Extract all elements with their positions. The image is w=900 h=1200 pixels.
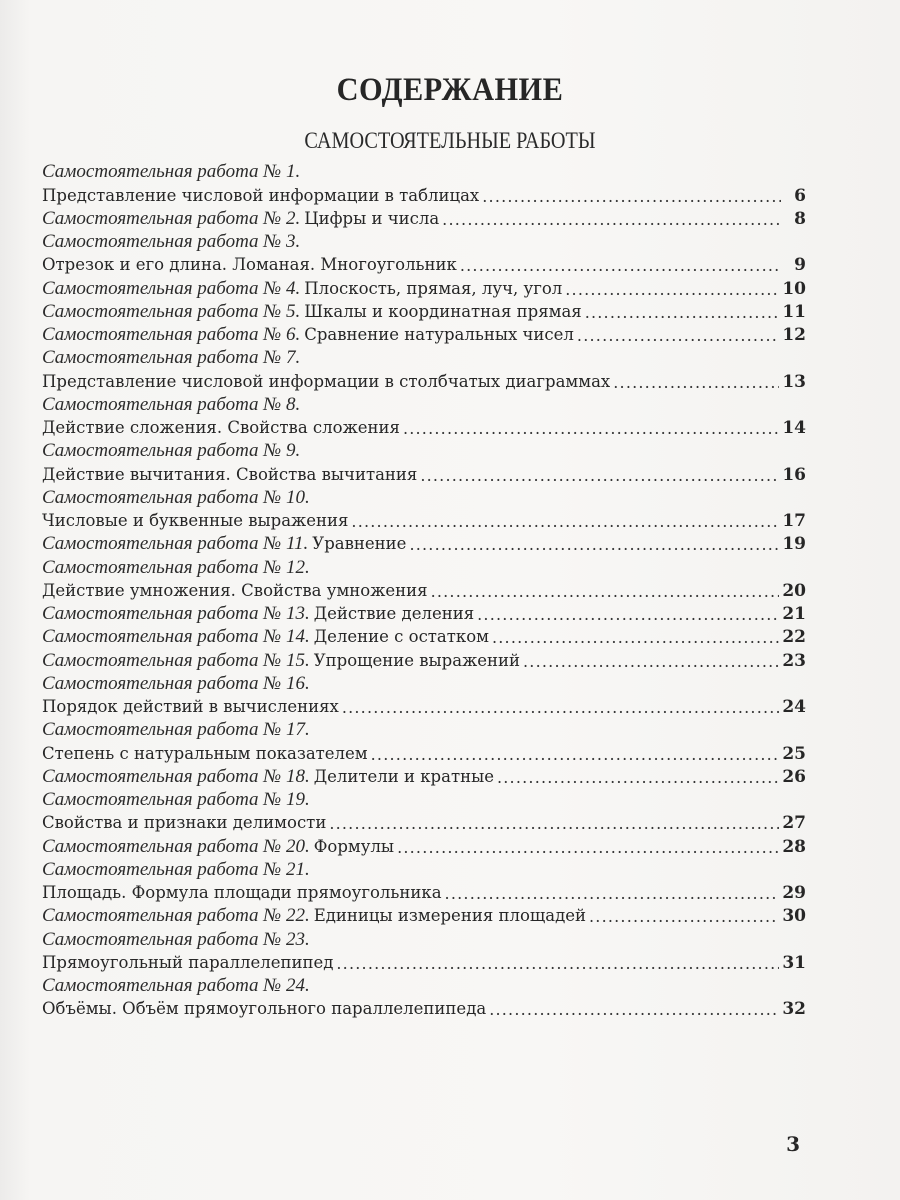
page-ref: 28 <box>782 836 806 857</box>
toc-entry <box>42 881 806 904</box>
work-label: Самостоятельная работа № 19. <box>42 789 310 810</box>
toc-entry <box>42 369 806 392</box>
page-ref: 23 <box>782 650 806 671</box>
dot-leader <box>336 954 779 974</box>
topic-title: Свойства и признаки делимости <box>42 813 327 833</box>
toc-entry <box>42 439 806 462</box>
page-ref: 11 <box>782 301 806 322</box>
toc-entry <box>42 858 806 881</box>
dot-leader <box>371 745 780 765</box>
toc-entry <box>42 718 806 741</box>
page-ref: 24 <box>782 697 806 717</box>
page-ref: 31 <box>782 952 806 973</box>
page-ref: 30 <box>782 906 806 927</box>
toc-entry <box>42 974 806 997</box>
page-ref: 17 <box>782 511 806 531</box>
topic-title: Представление числовой информации в столбчатых диаграммах <box>42 371 611 391</box>
dot-leader <box>482 187 781 207</box>
page-ref: 12 <box>782 325 806 345</box>
topic-title: Порядок действий в вычислениях <box>42 697 339 716</box>
dot-leader <box>403 419 779 439</box>
work-label: Самостоятельная работа № 13. <box>42 603 310 624</box>
work-label: Самостоятельная работа № 3. <box>42 231 301 252</box>
dot-leader <box>477 605 779 625</box>
page-ref: 19 <box>782 534 806 555</box>
work-label: Самостоятельная работа № 5. <box>42 300 301 322</box>
topic-title: Формулы <box>313 836 395 856</box>
page-ref: 9 <box>794 255 806 276</box>
topic-title: Степень с натуральным показателем <box>42 743 368 763</box>
dot-leader <box>442 210 781 230</box>
toc-entry <box>42 300 806 323</box>
toc-entry <box>42 486 806 509</box>
page-ref: 14 <box>782 418 806 438</box>
toc-entry <box>42 765 806 788</box>
page-ref: 26 <box>782 766 806 787</box>
page-ref: 32 <box>782 999 806 1020</box>
toc-entry <box>42 741 806 764</box>
work-label: Самостоятельная работа № 16. <box>42 672 310 694</box>
toc-entry <box>42 625 806 648</box>
dot-leader <box>589 907 779 927</box>
toc-entry <box>42 927 806 950</box>
work-label: Самостоятельная работа № 23. <box>42 928 310 950</box>
work-label: Самостоятельная работа № 17. <box>42 719 310 741</box>
toc-entry <box>42 904 806 927</box>
topic-title: Площадь. Формула площади прямоугольника <box>42 883 442 902</box>
work-label: Самостоятельная работа № 6. <box>42 324 301 345</box>
topic-title: Уравнение <box>312 534 407 554</box>
work-label: Самостоятельная работа № 11. <box>42 533 309 555</box>
topic-title: Шкалы и координатная прямая <box>304 301 582 321</box>
toc-entry <box>42 230 806 253</box>
toc-entry <box>42 509 806 532</box>
dot-leader <box>445 884 780 904</box>
page-ref: 10 <box>782 278 806 299</box>
work-label: Самостоятельная работа № 15. <box>42 649 310 671</box>
dot-leader <box>431 582 780 602</box>
topic-title: Числовые и буквенные выражения <box>42 511 349 530</box>
toc-entry <box>42 253 806 276</box>
toc-entry <box>42 997 806 1020</box>
topic-title: Единицы измерения площадей <box>313 906 586 926</box>
dot-leader <box>497 768 779 788</box>
topic-title: Деление с остатком <box>313 627 489 647</box>
page-ref: 29 <box>782 883 806 903</box>
work-label: Самостоятельная работа № 24. <box>42 975 310 996</box>
work-label: Самостоятельная работа № 9. <box>42 440 301 462</box>
toc-entry <box>42 207 806 230</box>
topic-title: Делители и кратные <box>313 766 494 786</box>
work-label: Самостоятельная работа № 10. <box>42 486 310 508</box>
toc-entry <box>42 555 806 578</box>
dot-leader <box>565 280 779 300</box>
topic-title: Плоскость, прямая, луч, угол <box>304 278 563 298</box>
toc-entry <box>42 695 806 718</box>
page-title: СОДЕРЖАНИЕ <box>336 72 564 108</box>
topic-title: Прямоугольный параллелепипед <box>42 952 334 972</box>
toc-entry <box>42 648 806 671</box>
work-label: Самостоятельная работа № 20. <box>42 835 310 857</box>
toc-entry <box>42 393 806 416</box>
topic-title: Цифры и числа <box>304 208 440 228</box>
dot-leader <box>460 256 781 276</box>
toc-entry <box>42 672 806 695</box>
page-ref: 25 <box>782 743 806 764</box>
topic-title: Упрощение выражений <box>313 650 521 670</box>
dot-leader <box>342 698 780 718</box>
dot-leader <box>585 303 780 323</box>
page-ref: 8 <box>794 208 806 229</box>
page-ref: 13 <box>782 371 806 392</box>
page-ref: 16 <box>782 464 806 485</box>
topic-title: Сравнение натуральных чисел <box>304 325 574 344</box>
page-ref: 20 <box>782 580 806 601</box>
page-number: 3 <box>786 1132 800 1156</box>
toc-entry <box>42 160 806 183</box>
toc-entry <box>42 346 806 369</box>
work-label: Самостоятельная работа № 1. <box>42 161 301 183</box>
toc-entry <box>42 811 806 834</box>
toc-entry <box>42 788 806 811</box>
toc-entry <box>42 183 806 206</box>
toc-entry <box>42 276 806 299</box>
toc-entry <box>42 579 806 602</box>
dot-leader <box>397 838 779 858</box>
page-ref: 27 <box>782 813 806 834</box>
dot-leader <box>420 466 779 486</box>
toc-entry <box>42 602 806 625</box>
work-label: Самостоятельная работа № 14. <box>42 626 310 648</box>
dot-leader <box>489 1000 779 1020</box>
page-ref: 6 <box>794 185 806 206</box>
work-label: Самостоятельная работа № 8. <box>42 393 301 415</box>
dot-leader <box>492 628 779 648</box>
dot-leader <box>409 535 779 555</box>
section-subtitle: САМОСТОЯТЕЛЬНЫЕ РАБОТЫ <box>304 128 596 153</box>
topic-title: Действие деления <box>313 604 475 623</box>
table-of-contents <box>42 160 806 1020</box>
topic-title: Действие умножения. Свойства умножения <box>42 580 428 600</box>
toc-entry <box>42 416 806 439</box>
page-ref: 21 <box>782 604 806 624</box>
page-ref: 22 <box>782 627 806 648</box>
toc-entry <box>42 462 806 485</box>
dot-leader <box>329 814 779 834</box>
toc-entry <box>42 834 806 857</box>
toc-entry <box>42 532 806 555</box>
topic-title: Объёмы. Объём прямоугольного параллелепипеда <box>42 999 487 1019</box>
work-label: Самостоятельная работа № 21. <box>42 858 310 880</box>
dot-leader <box>351 512 779 532</box>
work-label: Самостоятельная работа № 4. <box>42 277 301 299</box>
work-label: Самостоятельная работа № 22. <box>42 905 310 927</box>
dot-leader <box>577 326 779 346</box>
dot-leader <box>613 373 779 393</box>
topic-title: Действие вычитания. Свойства вычитания <box>42 464 418 484</box>
topic-title: Действие сложения. Свойства сложения <box>42 418 400 437</box>
topic-title: Представление числовой информации в таблицах <box>42 185 480 205</box>
toc-entry <box>42 951 806 974</box>
toc-entry <box>42 323 806 346</box>
work-label: Самостоятельная работа № 2. <box>42 207 301 229</box>
dot-leader <box>523 652 779 672</box>
topic-title: Отрезок и его длина. Ломаная. Многоугольник <box>42 255 457 275</box>
work-label: Самостоятельная работа № 18. <box>42 765 310 787</box>
work-label: Самостоятельная работа № 12. <box>42 556 310 578</box>
work-label: Самостоятельная работа № 7. <box>42 347 301 369</box>
